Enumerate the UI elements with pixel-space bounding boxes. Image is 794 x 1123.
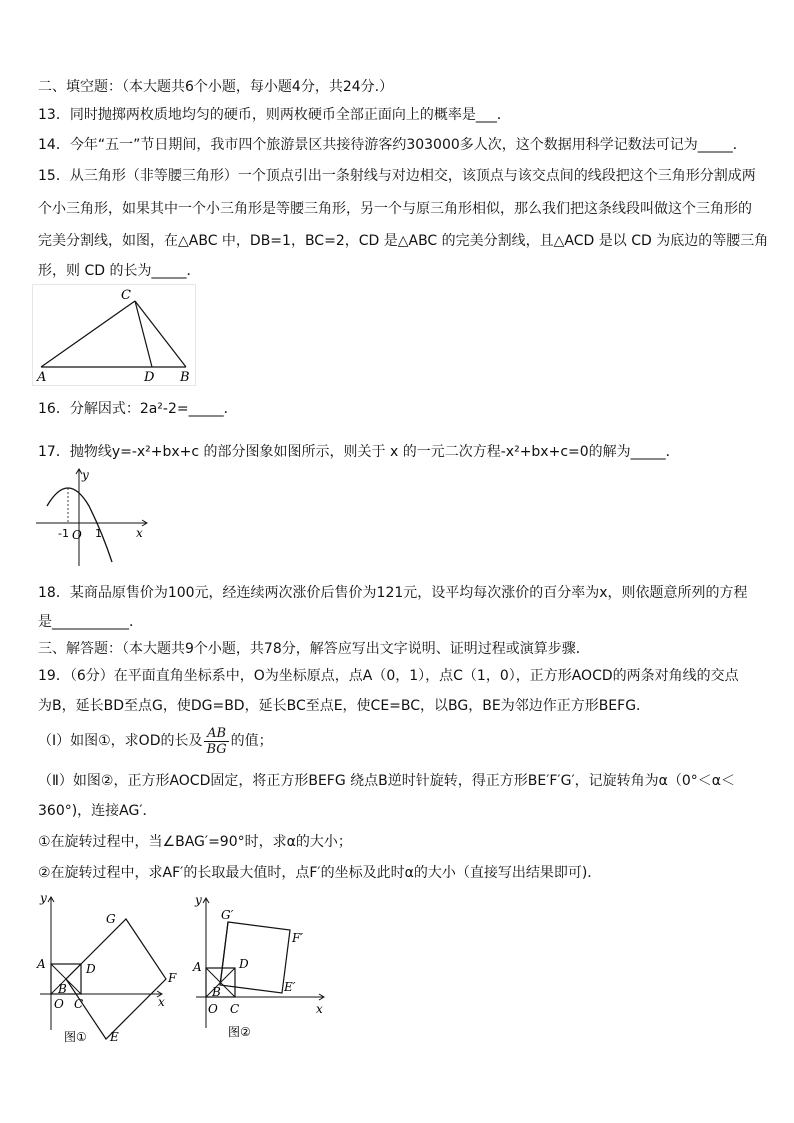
fig1-label-g: G	[106, 912, 116, 926]
question-19-part2-line1: （Ⅱ）如图②，正方形AOCD固定，将正方形BEFG 绕点B逆时针旋转，得正方形BE′F′G′，记旋转角为α（0°＜α＜	[38, 773, 736, 789]
fig2-label-b: B	[212, 985, 221, 999]
question-19-line1: 19．（6分）在平面直角坐标系中，O为坐标原点，点A（0，1），点C（1，0），正方形AOCD的两条对角线的交点	[38, 668, 739, 684]
question-15-line3: 完美分割线，如图，在△ABC 中，DB=1，BC=2，CD 是△ABC 的完美分割线，且△ACD 是以 CD 为底边的等腰三角	[38, 233, 769, 249]
parabola-figure	[34, 466, 152, 570]
fraction-denominator: BG	[206, 741, 227, 757]
fig2-label-e: E′	[284, 980, 296, 994]
fig1-label-f: F	[168, 971, 177, 985]
point-label-d: D	[144, 370, 155, 385]
fig2-label-x: x	[316, 1002, 323, 1016]
point-label-a: A	[37, 370, 47, 385]
fig2-label-g: G′	[221, 908, 234, 922]
fig1-label-x: x	[158, 995, 165, 1009]
tick-label-neg1: -1	[58, 527, 69, 540]
fraction-numerator: AB	[204, 726, 228, 742]
section3-heading: 三、解答题：（本大题共9个小题，共78分，解答应写出文字说明、证明过程或演算步骤．	[38, 641, 590, 657]
fig1-label-e: E	[110, 1030, 119, 1044]
point-label-b: B	[180, 370, 190, 385]
axis-label-y: y	[82, 468, 89, 482]
question-19-line2: 为B，延长BD至点G，使DG=BD，延长BC至点E，使CE=BC，以BG，BE为邻边作正方形BEFG．	[38, 698, 651, 714]
section2-heading: 二、填空题：（本大题共6个小题，每小题4分，共24分.）	[38, 79, 394, 95]
fraction-ab-over-bg	[204, 726, 228, 757]
fig1-label-a: A	[37, 957, 46, 971]
fig1-label-c: C	[74, 997, 84, 1011]
fig2-label-a: A	[193, 960, 202, 974]
question-15-line4: 形，则 CD 的长为_____．	[38, 263, 201, 279]
question-14: 14．今年“五一”节日期间，我市四个旅游景区共接待游客约303000多人次，这个数据用科学记数法可记为_____．	[38, 137, 747, 153]
fig1-label-d: D	[86, 962, 96, 976]
fig2-label-d: D	[239, 957, 249, 971]
fig1-label-y: y	[40, 891, 47, 905]
fig1-label-b: B	[58, 982, 67, 996]
origin-label: O	[72, 528, 82, 542]
question-19-part1	[38, 723, 273, 759]
question-13: 13．同时抛掷两枚质地均匀的硬币，则两枚硬币全部正面向上的概率是___．	[38, 107, 511, 123]
fig1-caption: 图①	[64, 1030, 87, 1044]
question-19-part2-line2: 360°)，连接AG′．	[38, 803, 157, 819]
question-15-line2: 个小三角形，如果其中一个小三角形是等腰三角形，另一个与原三角形相似，那么我们把这条线段叫做这个三角形的	[38, 201, 752, 217]
question-18-line1: 18．某商品原售价为100元，经连续两次涨价后售价为121元，设平均每次涨价的百分率为x，则依题意所列的方程	[38, 585, 748, 601]
question-18-line2: 是___________．	[38, 614, 143, 630]
fig2-label-o: O	[208, 1002, 218, 1016]
figure-1	[34, 890, 182, 1046]
question-17: 17．抛物线y=-x²+bx+c 的部分图象如图所示，则关于 x 的一元二次方程-x²+bx+c=0的解为_____．	[38, 444, 680, 460]
question-16: 16．分解因式：2a²-2=_____．	[38, 401, 238, 417]
figure-2	[190, 892, 330, 1042]
question-19-sub1: ①在旋转过程中，当∠BAG′=90°时，求α的大小；	[38, 834, 352, 850]
fig2-label-c: C	[230, 1002, 240, 1016]
part1-suffix: 的值；	[230, 733, 273, 749]
triangle-figure	[32, 284, 196, 386]
fig2-label-f: F′	[292, 931, 304, 945]
point-label-c: C	[121, 288, 131, 303]
part1-prefix: （Ⅰ）如图①，求OD的长及	[38, 733, 203, 749]
fig2-label-y: y	[195, 893, 202, 907]
fig2-caption: 图②	[228, 1025, 251, 1039]
fig1-label-o: O	[54, 997, 64, 1011]
axis-label-x: x	[136, 526, 143, 540]
tick-label-1: 1	[95, 527, 102, 540]
question-19-sub2: ②在旋转过程中，求AF′的长取最大值时，点F′的坐标及此时α的大小（直接写出结果即可)．	[38, 865, 602, 881]
question-15-line1: 15．从三角形（非等腰三角形）一个顶点引出一条射线与对边相交，该顶点与该交点间的线段把这个三角形分割成两	[38, 168, 756, 184]
